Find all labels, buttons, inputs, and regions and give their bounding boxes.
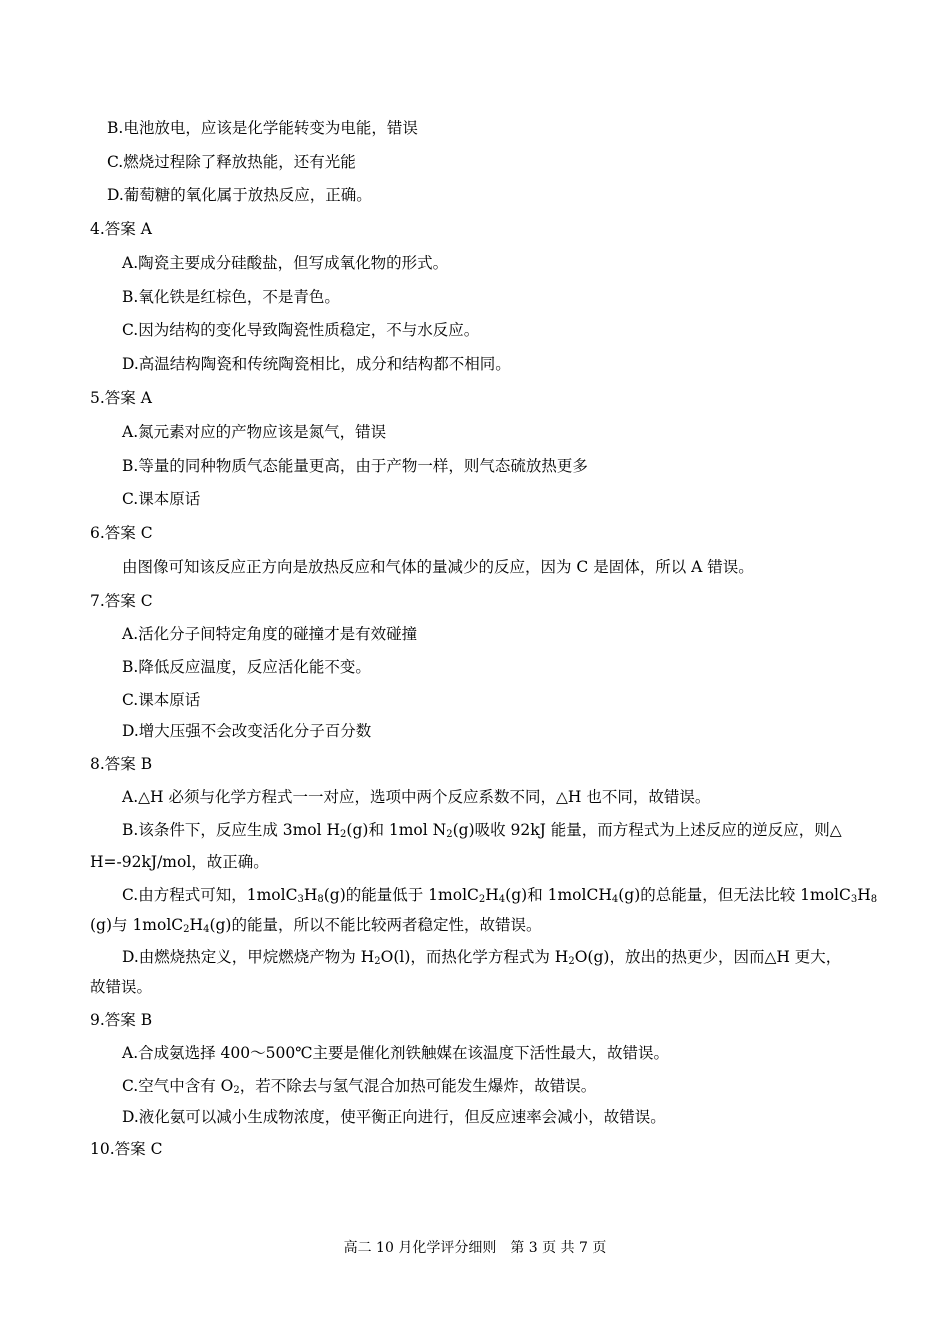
text-line: D.液化氨可以减小生成物浓度，使平衡正向进行，但反应速率会减小，故错误。: [122, 1108, 666, 1126]
text-line: C.空气中含有 $O_2$，若不除去与氢气混合加热可能发生爆炸，故错误。: [122, 1077, 597, 1096]
text-line: A.活化分子间特定角度的碰撞才是有效碰撞: [122, 625, 418, 643]
text-line: B.等量的同种物质气态能量更高，由于产物一样，则气态硫放热更多: [122, 457, 588, 475]
text-line: (g)与 $1molC_2H_4(g)$的能量，所以不能比较两者稳定性，故错误。: [90, 916, 542, 935]
text-line: H=-92kJ/mol，故正确。: [90, 853, 269, 871]
answer-heading: 10.答案 C: [90, 1140, 163, 1158]
text-line: D.增大压强不会改变活化分子百分数: [122, 722, 372, 740]
text-line: D.葡萄糖的氧化属于放热反应，正确。: [107, 186, 372, 204]
text-line: D.由燃烧热定义，甲烷燃烧产物为 $H_2O(l)$，而热化学方程式为 $H_2O(g)$，放出的热更少，因而△H 更大，: [122, 948, 842, 967]
page-footer: 高二 10 月化学评分细则 第 3 页 共 7 页: [343, 1240, 607, 1256]
text-line: C.由方程式可知，$1molC_3H_8(g)$的能量低于 $1molC_2H_4(g)$和 1molCH$_4$(g)的总能量，但无法比较 $1molC_3H_8$: [122, 886, 878, 905]
answer-heading: 7.答案 C: [90, 592, 153, 610]
text-line: B.氧化铁是红棕色，不是青色。: [122, 288, 340, 306]
text-line: C.课本原话: [122, 490, 201, 508]
answer-heading: 8.答案 B: [90, 755, 153, 773]
answer-heading: 6.答案 C: [90, 524, 153, 542]
answer-heading: 9.答案 B: [90, 1011, 153, 1029]
text-line: 故错误。: [90, 978, 153, 996]
text-line: B.电池放电，应该是化学能转变为电能，错误: [107, 119, 418, 137]
text-line: C.因为结构的变化导致陶瓷性质稳定，不与水反应。: [122, 321, 480, 339]
text-line: 由图像可知该反应正方向是放热反应和气体的量减少的反应，因为 C 是固体，所以 A 错误。: [122, 558, 754, 576]
text-line: B.降低反应温度，反应活化能不变。: [122, 658, 371, 676]
answer-heading: 5.答案 A: [90, 389, 152, 407]
text-line: A.△H 必须与化学方程式一一对应，选项中两个反应系数不同，△H 也不同，故错误。: [122, 788, 711, 806]
answer-heading: 4.答案 A: [90, 220, 152, 238]
text-line: B.该条件下，反应生成 3mol $H_2(g)$和 1mol $N_2(g)$吸收 92kJ 能量，而方程式为上述反应的逆反应，则△: [122, 821, 842, 840]
text-line: A.氮元素对应的产物应该是氮气，错误: [122, 423, 387, 441]
text-line: A.合成氨选择 400～500℃主要是催化剂铁触媒在该温度下活性最大，故错误。: [122, 1044, 670, 1062]
text-line: C.燃烧过程除了释放热能，还有光能: [107, 153, 356, 171]
text-line: A.陶瓷主要成分硅酸盐，但写成氧化物的形式。: [122, 254, 449, 272]
text-line: C.课本原话: [122, 691, 201, 709]
text-line: D.高温结构陶瓷和传统陶瓷相比，成分和结构都不相同。: [122, 355, 511, 373]
